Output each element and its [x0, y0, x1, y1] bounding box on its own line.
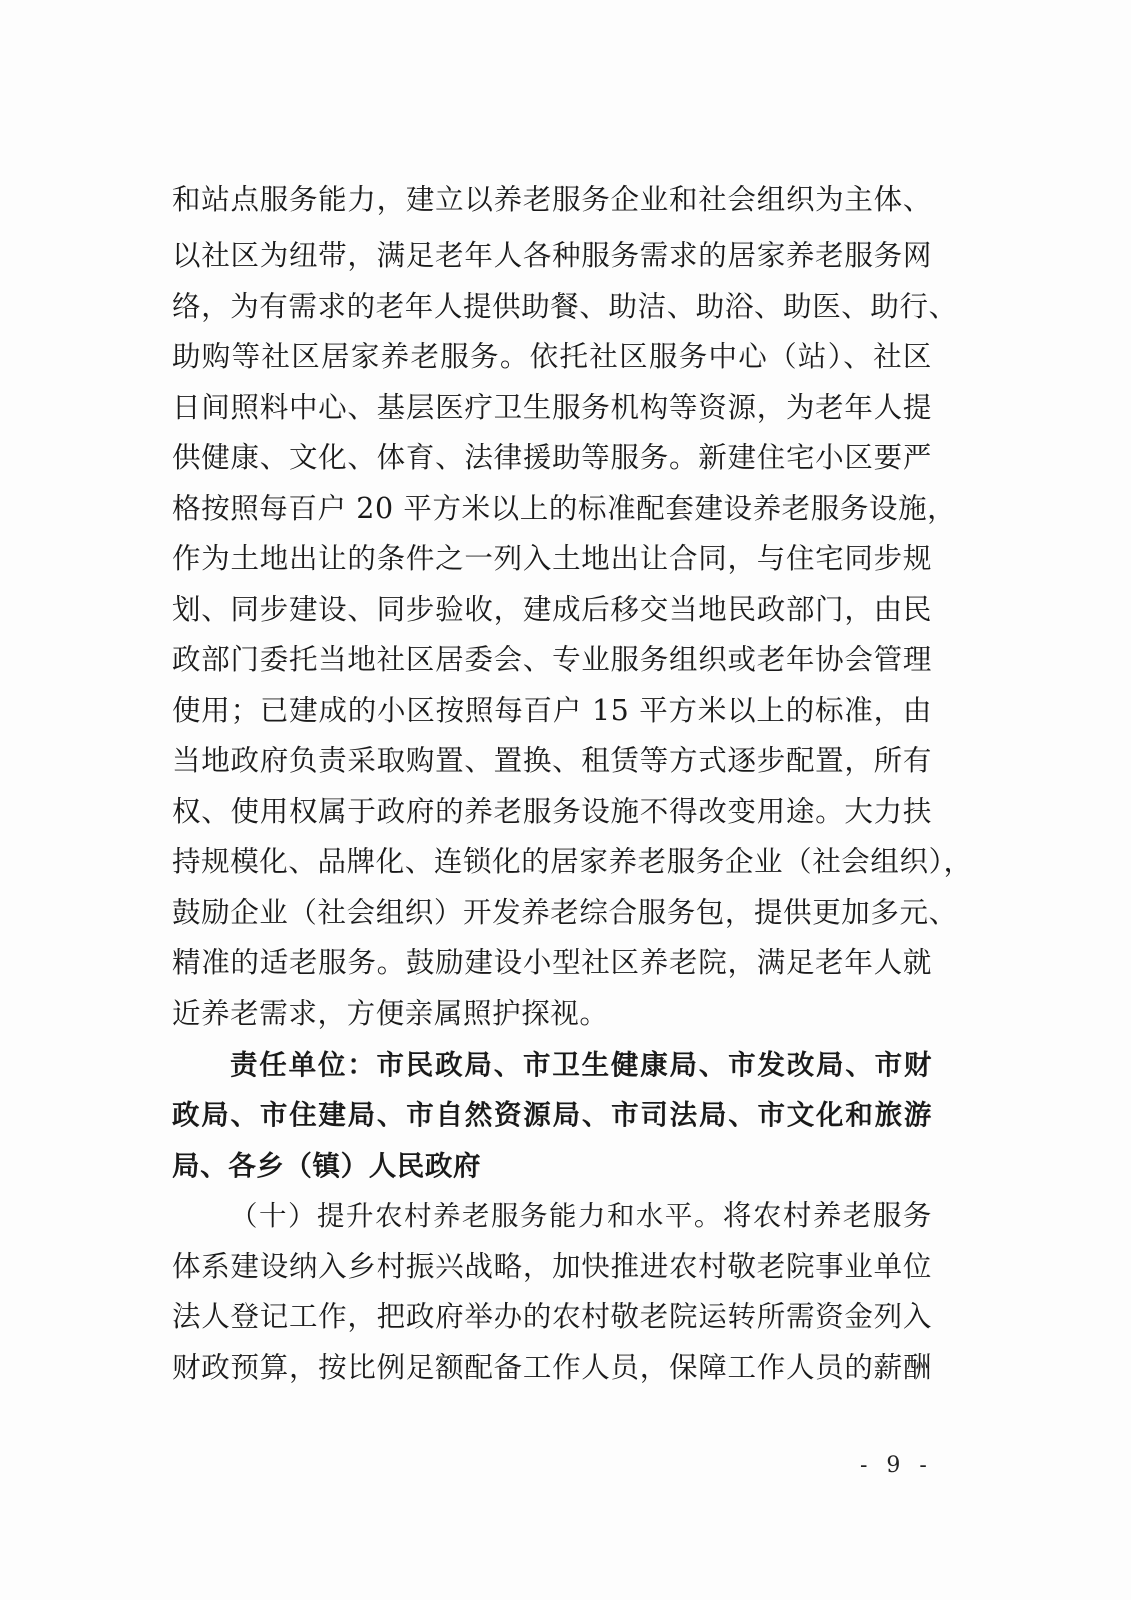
body-line: 供健康、文化、体育、法律援助等服务。新建住宅小区要严	[172, 441, 932, 474]
responsible-units-line: 政局、市住建局、市自然资源局、市司法局、市文化和旅游	[172, 1099, 932, 1131]
responsible-units-line: 责任单位：市民政局、市卫生健康局、市发改局、市财	[230, 1049, 932, 1081]
body-line: 和站点服务能力，建立以养老服务企业和社会组织为主体、	[172, 183, 932, 216]
body-line: 精准的适老服务。鼓励建设小型社区养老院，满足老年人就	[172, 946, 932, 979]
body-line: 划、同步建设、同步验收，建成后移交当地民政部门，由民	[172, 593, 932, 626]
body-line: 权、使用权属于政府的养老服务设施不得改变用途。大力扶	[172, 795, 932, 828]
section-heading: （十）提升农村养老服务能力和水平。	[230, 1200, 723, 1232]
section-text: 将农村养老服务	[722, 1199, 932, 1232]
section-heading-line	[230, 1196, 932, 1236]
body-line: 使用；已建成的小区按照每百户 15 平方米以上的标准，由	[172, 694, 932, 727]
body-line: 体系建设纳入乡村振兴战略，加快推进农村敬老院事业单位	[172, 1250, 932, 1283]
body-line: 近养老需求，方便亲属照护探视。	[172, 997, 609, 1030]
body-line: 络，为有需求的老年人提供助餐、助洁、助浴、助医、助行、	[172, 290, 958, 323]
body-line: 持规模化、品牌化、连锁化的居家养老服务企业（社会组织），	[172, 845, 973, 878]
page-number: - 9 -	[860, 1453, 933, 1478]
body-line: 格按照每百户 20 平方米以上的标准配套建设养老服务设施，	[172, 492, 957, 525]
body-line: 作为土地出让的条件之一列入土地出让合同，与住宅同步规	[172, 542, 932, 575]
responsible-units-line: 局、各乡（镇）人民政府	[172, 1150, 482, 1182]
body-line: 政部门委托当地社区居委会、专业服务组织或老年协会管理	[172, 643, 932, 676]
body-line: 以社区为纽带，满足老年人各种服务需求的居家养老服务网	[172, 239, 932, 272]
body-line: 鼓励企业（社会组织）开发养老综合服务包，提供更加多元、	[172, 896, 958, 929]
body-line: 法人登记工作，把政府举办的农村敬老院运转所需资金列入	[172, 1300, 932, 1333]
body-line: 财政预算，按比例足额配备工作人员，保障工作人员的薪酬	[172, 1351, 932, 1384]
body-line: 当地政府负责采取购置、置换、租赁等方式逐步配置，所有	[172, 744, 932, 777]
body-line: 助购等社区居家养老服务。依托社区服务中心（站）、社区	[172, 340, 932, 373]
body-line: 日间照料中心、基层医疗卫生服务机构等资源，为老年人提	[172, 391, 932, 424]
